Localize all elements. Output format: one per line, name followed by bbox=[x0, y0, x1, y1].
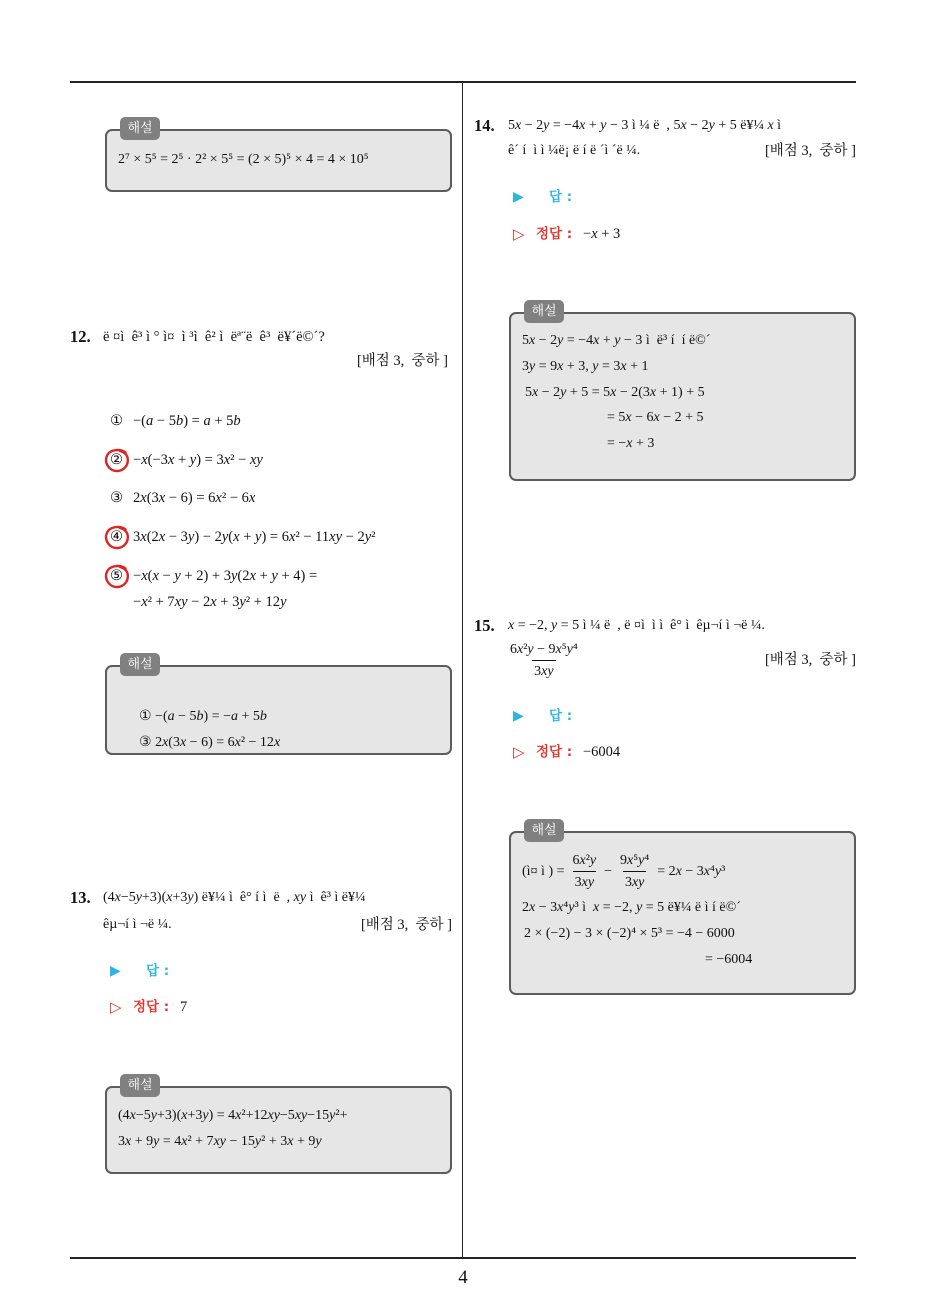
choice-1 bbox=[103, 407, 448, 435]
math-variable: x bbox=[235, 1108, 242, 1123]
math-variable: y bbox=[527, 642, 534, 657]
math-variable: y bbox=[568, 900, 575, 915]
solution-box-12 bbox=[105, 657, 452, 755]
math-variable: b bbox=[196, 709, 204, 724]
math-variable: x bbox=[141, 594, 148, 610]
bottom-rule bbox=[70, 1257, 856, 1259]
solution-box-15 bbox=[509, 823, 856, 995]
math-variable: y bbox=[638, 853, 645, 868]
answer-play-icon: ▶ bbox=[513, 189, 524, 205]
math-variable: x bbox=[620, 359, 627, 374]
fraction-numerator: 6x²y − 9x⁵y⁴ bbox=[510, 642, 578, 657]
question-number-13: 13. bbox=[70, 888, 91, 907]
math-variable: x bbox=[579, 118, 586, 133]
question-points-12: [배점 3, 중하 ] bbox=[356, 353, 448, 369]
math-variable: x bbox=[557, 900, 564, 915]
math-variable: x bbox=[210, 594, 217, 610]
solution-line: 5x − 2y = −4x + y − 3 ì ë³ í í ë©´ bbox=[522, 333, 711, 348]
math-variable: y bbox=[181, 594, 188, 610]
solution-label: 해설 bbox=[120, 117, 160, 140]
solution-label: 해설 bbox=[524, 300, 564, 323]
choice-text: 2x(3x − 6) = 6x² − 6x bbox=[133, 490, 256, 506]
math-variable: x bbox=[174, 594, 182, 610]
math-variable: x bbox=[680, 118, 687, 133]
math-variable: y bbox=[560, 385, 567, 400]
math-variable: y bbox=[273, 1108, 280, 1123]
solution-label: 해설 bbox=[120, 1074, 160, 1097]
math-variable: x bbox=[267, 1108, 274, 1123]
math-variable: x bbox=[141, 452, 148, 468]
answer-play-icon: ▶ bbox=[513, 708, 524, 724]
math-variable: y bbox=[187, 890, 194, 905]
correct-triangle-icon: ▷ bbox=[513, 743, 525, 761]
math-variable: x bbox=[233, 529, 240, 545]
math-variable: x bbox=[287, 1134, 294, 1149]
math-variable: x bbox=[767, 118, 774, 133]
math-variable: x bbox=[114, 890, 121, 905]
math-variable: x bbox=[631, 875, 639, 890]
math-variable: x bbox=[152, 568, 159, 584]
math-variable: y bbox=[638, 875, 645, 890]
math-variable: x bbox=[273, 735, 281, 750]
math-variable: a bbox=[167, 709, 175, 724]
math-variable: x bbox=[626, 436, 633, 451]
math-variable: x bbox=[167, 452, 175, 468]
math-variable: x bbox=[215, 490, 222, 506]
math-variable: y bbox=[256, 452, 263, 468]
math-variable: b bbox=[259, 709, 267, 724]
question-fraction-15 bbox=[508, 640, 580, 682]
solution-fraction-line bbox=[522, 851, 725, 893]
math-variable: x bbox=[141, 568, 148, 584]
solution-line: = −6004 bbox=[705, 952, 753, 967]
math-variable: x bbox=[234, 735, 241, 750]
choice-text: −(a − 5b) = a + 5b bbox=[133, 413, 241, 429]
solution-line: = −x + 3 bbox=[607, 436, 655, 451]
answer-label: 답 : bbox=[549, 189, 573, 205]
math-variable: y bbox=[150, 1108, 158, 1123]
math-variable: x bbox=[223, 452, 231, 468]
math-variable: y bbox=[543, 118, 550, 133]
math-variable: y bbox=[587, 875, 595, 890]
fraction-numerator: 6x²y bbox=[572, 853, 597, 868]
question-text-15: x = −2, y = 5 ì ¼ ë , ë ¤ì ì ì ê° ì êµ¬í ì ¬ë ¼. bbox=[508, 618, 765, 633]
question-text-13-line1: (4x−5y+3)(x+3y) ë¥¼ ì ê° í ì ë , xy ì ê³ ì ë¥¼ bbox=[103, 890, 366, 905]
math-variable: x bbox=[158, 529, 166, 545]
math-variable: y bbox=[301, 1108, 308, 1123]
solution-box-13 bbox=[105, 1078, 452, 1174]
math-variable: y bbox=[187, 529, 195, 545]
math-variable: x bbox=[532, 385, 539, 400]
math-variable: x bbox=[627, 853, 634, 868]
solution-fraction-2 bbox=[618, 851, 651, 893]
fraction-denominator: 3xy bbox=[532, 660, 555, 682]
math-variable: x bbox=[515, 118, 522, 133]
math-variable: x bbox=[248, 490, 256, 506]
question-points-14: [배점 3, 중하 ] bbox=[764, 143, 856, 159]
math-variable: x bbox=[703, 864, 711, 879]
math-variable: y bbox=[230, 568, 238, 584]
solution-line: 2 × (−2) − 3 × (−2)⁴ × 5³ = −4 − 6000 bbox=[524, 926, 735, 941]
page-number: 4 bbox=[458, 1267, 468, 1288]
solution-line bbox=[118, 712, 280, 773]
fraction-numerator: 9x⁵y⁴ bbox=[620, 853, 650, 868]
math-variable: x bbox=[162, 735, 169, 750]
math-variable: b bbox=[233, 413, 241, 429]
question-text-14-line2: ê´ í ì ì ¼ë¡ ë í ë ´ì ´ë ¼. bbox=[508, 143, 641, 158]
math-variable: x bbox=[593, 900, 600, 915]
math-variable: x bbox=[591, 226, 598, 242]
choice-3 bbox=[103, 484, 448, 512]
math-variable: y bbox=[592, 359, 599, 374]
math-variable: y bbox=[335, 529, 343, 545]
math-variable: y bbox=[174, 568, 181, 584]
solution-line: (4x−5y+3)(x+3y) = 4x²+12xy−5xy−15y²+ bbox=[118, 1108, 348, 1123]
math-variable: y bbox=[202, 1108, 209, 1123]
math-variable: y bbox=[315, 1134, 322, 1149]
math-variable: x bbox=[625, 410, 632, 425]
math-variable: x bbox=[517, 642, 524, 657]
solution-operator: − bbox=[604, 864, 613, 879]
math-variable: y bbox=[614, 333, 621, 348]
math-variable: x bbox=[508, 618, 515, 633]
math-variable: x bbox=[529, 900, 536, 915]
math-variable: x bbox=[179, 735, 187, 750]
fraction-denominator: 3xy bbox=[573, 871, 596, 893]
math-variable: y bbox=[529, 359, 536, 374]
math-variable: y bbox=[566, 642, 573, 657]
math-variable: y bbox=[219, 1134, 226, 1149]
question-number-14: 14. bbox=[474, 116, 495, 135]
math-variable: x bbox=[140, 490, 147, 506]
correct-answer-label: 정답 : bbox=[133, 999, 170, 1015]
fraction-denominator: 3xy bbox=[623, 871, 646, 893]
solution-line: 2x − 3x⁴y³ ì x = −2, y = 5 ë¥¼ ë ì í ë©´ bbox=[522, 900, 741, 915]
math-variable: x bbox=[213, 1134, 220, 1149]
solution-fraction-1 bbox=[571, 851, 599, 893]
solution-box-top bbox=[105, 121, 452, 192]
choice-5 bbox=[103, 562, 448, 590]
math-variable: y bbox=[189, 452, 197, 468]
math-variable: y bbox=[254, 1134, 262, 1149]
solution-box-14 bbox=[509, 304, 856, 481]
solution-line: 5x − 2y + 5 = 5x − 2(3x + 1) + 5 bbox=[525, 385, 705, 400]
math-variable: x bbox=[593, 333, 600, 348]
math-variable: x bbox=[294, 1108, 302, 1123]
math-variable: y bbox=[708, 118, 715, 133]
choice-4 bbox=[103, 523, 448, 551]
math-variable: a bbox=[146, 413, 154, 429]
correct-answer-value: −x + 3 bbox=[583, 226, 621, 242]
question-points-15: [배점 3, 중하 ] bbox=[764, 652, 856, 668]
math-variable: a bbox=[203, 413, 211, 429]
choice-text: −x(−3x + y) = 3x² − xy bbox=[133, 452, 263, 468]
solution-line: 3y = 9x + 3, y = 3x + 1 bbox=[522, 359, 649, 374]
math-variable: x bbox=[649, 385, 657, 400]
question-points-13: [배점 3, 중하 ] bbox=[360, 917, 452, 933]
math-variable: x bbox=[653, 410, 660, 425]
solution-line: 3x + 9y = 4x² + 7xy − 15y² + 3x + 9y bbox=[118, 1134, 322, 1149]
math-variable: x bbox=[675, 864, 682, 879]
question-text-12: ë ¤ì ê³ ì ° ì¤ ì ³ì ê² ì ëª¨ë ê³ ë¥´ë©´? bbox=[103, 329, 325, 345]
solution-line: = 5x − 6x − 2 + 5 bbox=[607, 410, 704, 425]
answer-play-icon: ▶ bbox=[110, 963, 121, 979]
math-variable: y bbox=[329, 1108, 336, 1123]
math-variable: x bbox=[610, 385, 617, 400]
choice-text: −x(x − y + 2) + 3y(2x + y + 4) = bbox=[133, 568, 318, 584]
correct-answer-value: 7 bbox=[180, 999, 188, 1015]
math-variable: y bbox=[551, 618, 558, 633]
solution-text: 2x(3x − 6) = 6x² − 12x bbox=[155, 735, 281, 750]
math-variable: x bbox=[581, 875, 588, 890]
column-divider bbox=[462, 82, 463, 1259]
math-variable: y bbox=[600, 118, 607, 133]
answer-label: 답 : bbox=[549, 708, 573, 724]
math-variable: y bbox=[636, 900, 643, 915]
math-variable: x bbox=[249, 452, 257, 468]
math-variable: a bbox=[230, 709, 238, 724]
math-variable: b bbox=[175, 413, 184, 429]
math-variable: x bbox=[181, 1108, 188, 1123]
math-variable: x bbox=[541, 664, 548, 679]
math-variable: x bbox=[529, 333, 536, 348]
math-variable: y bbox=[557, 333, 564, 348]
choice-number: ③ bbox=[110, 490, 123, 506]
math-variable: x bbox=[129, 1108, 136, 1123]
math-variable: x bbox=[181, 1134, 188, 1149]
correct-triangle-icon: ▷ bbox=[110, 998, 122, 1016]
correct-triangle-icon: ▷ bbox=[513, 225, 525, 243]
math-variable: x bbox=[125, 1134, 132, 1149]
choice-number: ③ bbox=[139, 734, 152, 750]
math-variable: x bbox=[166, 890, 173, 905]
math-variable: y bbox=[221, 529, 229, 545]
math-variable: x bbox=[293, 890, 300, 905]
choice-2 bbox=[103, 446, 448, 474]
solution-label: 해설 bbox=[524, 819, 564, 842]
question-text-14-line1: 5x − 2y = −4x + y − 3 ì ¼ ë , 5x − 2y + 5 ë¥¼ x ì bbox=[508, 118, 782, 133]
correct-answer-label: 정답 : bbox=[536, 226, 573, 242]
math-variable: y bbox=[364, 529, 372, 545]
choice-5-continuation: −x² + 7xy − 2x + 3y² + 12y bbox=[133, 594, 287, 610]
math-variable: y bbox=[547, 664, 554, 679]
solution-text: −(a − 5b) = −a + 5b bbox=[155, 709, 267, 724]
choice-number: ② bbox=[110, 452, 123, 468]
solution-label: 해설 bbox=[120, 653, 160, 676]
math-variable: y bbox=[153, 1134, 160, 1149]
math-variable: x bbox=[288, 529, 296, 545]
choice-number: ⑤ bbox=[110, 568, 123, 584]
math-variable: y bbox=[135, 890, 143, 905]
math-variable: x bbox=[555, 642, 562, 657]
math-variable: x bbox=[140, 529, 147, 545]
question-text-13-line2: êµ¬í ì ¬ë ¼. bbox=[103, 917, 172, 932]
math-variable: y bbox=[239, 594, 246, 610]
math-variable: x bbox=[329, 529, 336, 545]
correct-answer-value: −6004 bbox=[583, 744, 621, 760]
math-variable: y bbox=[299, 890, 307, 905]
solution-lhs: (ì¤ ì ) = bbox=[522, 864, 565, 879]
math-variable: y bbox=[280, 594, 287, 610]
solution-line: 2⁷ × 5⁵ = 2⁵ · 2² × 5⁵ = (2 × 5)⁵ × 4 = 4 × 10⁵ bbox=[118, 152, 369, 167]
math-variable: y bbox=[589, 853, 597, 868]
question-number-12: 12. bbox=[70, 327, 91, 346]
math-variable: x bbox=[158, 490, 166, 506]
math-variable: x bbox=[557, 359, 564, 374]
question-number-15: 15. bbox=[474, 616, 495, 635]
solution-rhs: = 2x − 3x⁴y³ bbox=[657, 864, 726, 879]
choice-number: ① bbox=[110, 413, 123, 429]
choice-number: ④ bbox=[110, 529, 123, 545]
correct-answer-label: 정답 : bbox=[536, 744, 573, 760]
answer-label: 답 : bbox=[146, 963, 170, 979]
math-variable: y bbox=[714, 864, 722, 879]
choice-text: 3x(2x − 3y) − 2y(x + y) = 6x² − 11xy − 2y² bbox=[133, 529, 376, 545]
math-variable: y bbox=[271, 568, 278, 584]
math-variable: x bbox=[249, 568, 256, 584]
math-variable: x bbox=[579, 853, 586, 868]
choice-number: ① bbox=[139, 708, 152, 724]
math-variable: y bbox=[255, 529, 262, 545]
